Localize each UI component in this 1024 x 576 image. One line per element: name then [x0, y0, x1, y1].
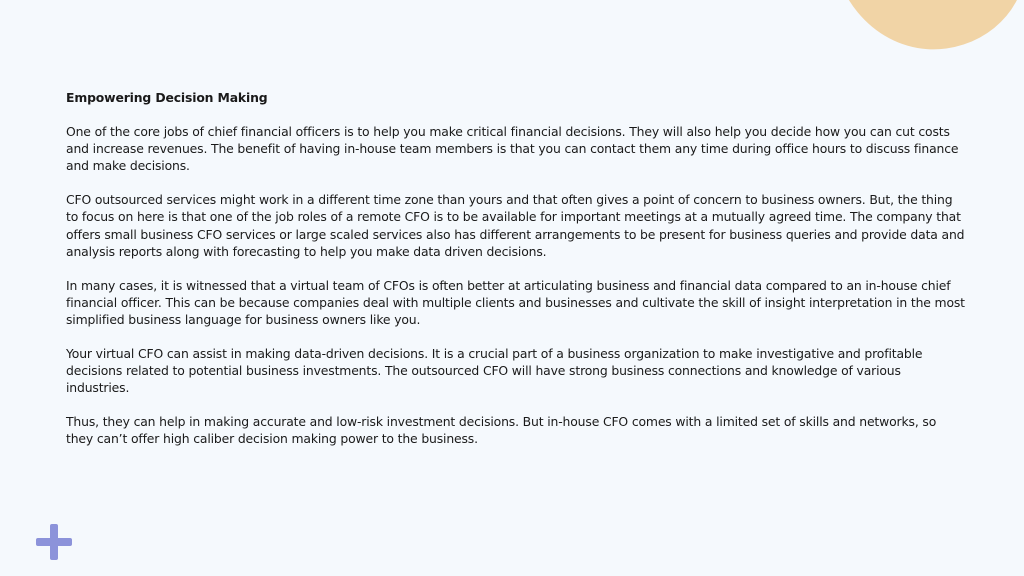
article-body — [66, 89, 966, 465]
paragraph-2: CFO outsourced services might work in a different time zone than yours and that often gives a point of concern to business owners. But, the thing to focus on here is that one of the job roles of a remote CFO is to be available for important meetings at a mutually agreed time. The company that offers small business CFO services or large scaled services also has different arrangements to be present for business queries and provide data and analysis reports along with forecasting to help you make data driven decisions. — [66, 192, 965, 259]
paragraph-3: In many cases, it is witnessed that a virtual team of CFOs is often better at articulating business and financial data compared to an in-house chief financial officer. This can be because companies deal with multiple clients and businesses and cultivate the skill of insight interpretation in the most simplified business language for business owners like you. — [66, 277, 965, 327]
paragraph-5: Thus, they can help in making accurate and low-risk investment decisions. But in-house CFO comes with a limited set of skills and networks, so they can’t offer high caliber decision making power to the business. — [66, 414, 937, 447]
paragraph-4: Your virtual CFO can assist in making data-driven decisions. It is a crucial part of a business organization to make investigative and profitable decisions related to potential business investments. The outsourced CFO will have strong business connections and knowledge of various industries. — [66, 346, 923, 396]
decorative-blob — [824, 0, 1024, 62]
paragraph-1: One of the core jobs of chief financial officers is to help you make critical financial decisions. They will also help you decide how you can cut costs and increase revenues. The benefit of having in-house team members is that you can contact them any time during office hours to discuss finance and make decisions. — [66, 124, 959, 174]
plus-icon — [36, 524, 72, 560]
section-heading: Empowering Decision Making — [66, 90, 268, 105]
